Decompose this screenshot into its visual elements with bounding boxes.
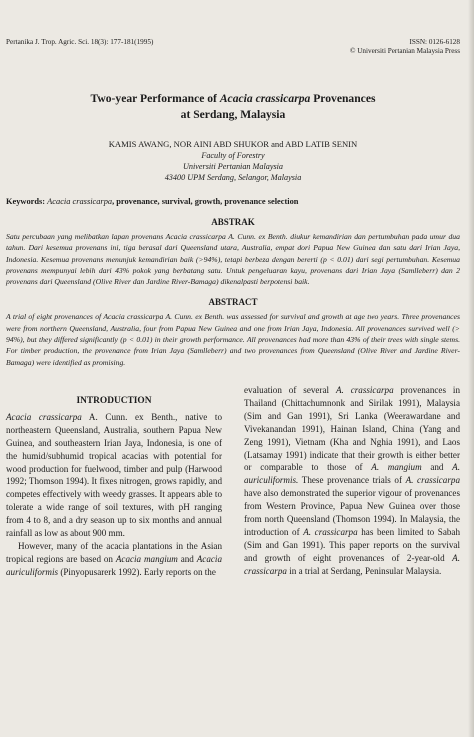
intro-paragraph-1 bbox=[6, 411, 222, 540]
university: Universiti Pertanian Malaysia bbox=[182, 162, 284, 171]
journal-citation: Pertanika J. Trop. Agric. Sci. 18(3): 177-181(1995) bbox=[6, 38, 154, 46]
intro-p2-text: However, many of the acacia plantations in the Asian tropical regions are based on bbox=[6, 540, 222, 564]
rc-s1: evaluation of several bbox=[244, 384, 336, 395]
rc-sp2: A. mangium bbox=[371, 462, 422, 473]
keywords-rest: , provenance, survival, growth, provenance selection bbox=[112, 197, 299, 206]
issn: ISSN: 0126-6128 bbox=[409, 38, 460, 46]
title-text: Two-year Performance of bbox=[90, 92, 220, 105]
abstract-text: A trial of eight provenances of Acacia crassicarpa A. Cunn. ex Benth. was assessed for survival and growth at age two years. Three provenances were from northern Queensland, Australia, four from Papua New Guinea and one from Irian Jaya, Indonesia. All provenances survived well (> 94%), but they differed significantly (p < 0.01) in their growth performance. All provenances had more than 43% of their trees with single stems. For timber production, the provenance from Irian Jaya (Samlleberr) and two provenances from Queensland (Olive River and Jardine River-Bamaga) were identified as promising. bbox=[6, 312, 460, 367]
rc-sp3: A. auriculiformis. bbox=[244, 462, 461, 486]
title-species: Acacia crassicarpa bbox=[219, 92, 311, 105]
intro-p2-species-1: Acacia mangium bbox=[115, 553, 178, 564]
title-text-end: Provenances bbox=[310, 92, 376, 105]
intro-p2-species-2: Acacia auriculiformis bbox=[6, 553, 222, 577]
abstrak-heading: ABSTRAK bbox=[211, 217, 255, 227]
copyright: © Universiti Pertanian Malaysia Press bbox=[349, 47, 460, 55]
rc-s3: and bbox=[421, 462, 453, 473]
rc-s4: These provenance trials of bbox=[298, 475, 406, 486]
scan-edge-shadow bbox=[468, 0, 474, 737]
faculty: Faculty of Forestry bbox=[201, 151, 265, 160]
rc-sp4: A. crassicarpa bbox=[405, 475, 460, 486]
body-columns bbox=[6, 384, 460, 579]
rc-s2: provenances in Thailand (Chittachumnonk and Sirilak 1991), Malaysia (Sim and Gan 1991), Sri Lanka (Weerawardane and Vivekanandan 1991), Hainan Island, China (Yang and Zeng 1991), Vietnam (Kha and Nghia 1991), and Laos (Latsamay 1991) indicate that their growth is either better or comparable to those of bbox=[244, 384, 460, 473]
abstract-heading: ABSTRACT bbox=[208, 297, 258, 308]
left-column bbox=[6, 384, 222, 579]
rc-s6: has been limited to Sabah (Sim and Gan 1991). This paper reports on the survival and growth of eight provenances of 2-year-old bbox=[244, 526, 461, 563]
introduction-heading: INTRODUCTION bbox=[76, 395, 152, 406]
rc-s7: in a trial at Serdang, Peninsular Malaysia. bbox=[286, 565, 442, 576]
intro-p1-text: A. Cunn. ex Benth., native to northeastern Queensland, Australia, southern Papua New Guinea, and southeastern Irian Jaya, Indonesia, is one of the humid/subhumid tropical acacias with potential for wood production for fuelwood, timber and pulp (Harwood 1992; Thomson 1994). It fixes nitrogen, grows rapidly, and competes effectively with weedy grasses. It appears able to tolerate a wide range of soil textures, with pH ranging from 4 to 8, and a dry season up to six months and annual rainfall as low as about 900 mm. bbox=[6, 411, 222, 539]
intro-p2-end: (Pinyopusarerk 1992). Early reports on the bbox=[58, 566, 216, 577]
address: 43400 UPM Serdang, Selangor, Malaysia bbox=[164, 173, 302, 182]
abstrak-text: Satu percubaan yang melibatkan lapan provenans Acacia crassicarpa A. Cunn. ex Benth. diukur kemandirian dan pertumbuhan pada umur dua tahun. Dari kesemua provenans ini, tiga berasal dari Queensland utara, Australia, empat dori Papua New Guinea dan satu dari Irian Jaya, Indonesia. Kesemua provenans menunjuk kemandirian baik (>94%), tetapi berbeza dengan bererti (p < 0.01) dari segi pertumbuhan. Kesemua provenans mempunyai lebih dari 43% pokok yang berbatang satu. Untuk pengeluaran kayu, provenans dari Irian Jaya (Samlleberr) dan 2 provenans dari Queensland (Olive River dan Jardine River-Bamaga) dikenalpasti berpotensi baik. bbox=[6, 232, 460, 287]
rc-sp5: A. crassicarpa bbox=[303, 526, 358, 537]
keywords-label: Keywords: bbox=[6, 197, 46, 206]
keywords bbox=[6, 196, 460, 207]
title-line2: at Serdang, Malaysia bbox=[180, 108, 286, 121]
journal-header bbox=[6, 0, 460, 56]
intro-p2-and: and bbox=[177, 553, 197, 564]
issn-block bbox=[350, 38, 460, 56]
rc-sp6: A. crassicarpa bbox=[244, 552, 460, 576]
right-column bbox=[244, 384, 460, 579]
paper-title bbox=[6, 91, 460, 123]
rc-s5: have also demonstrated the superior vigour of provenances from Western Province, Papua New Guinea over those from north Queensland (Thomson 1994). In Malaysia, the introduction of bbox=[244, 488, 460, 537]
intro-species: Acacia crassicarpa bbox=[6, 411, 82, 422]
keywords-species: Acacia crassicarpa bbox=[47, 197, 113, 206]
rc-sp1: A. crassicarpa bbox=[335, 384, 394, 395]
author-list: KAMIS AWANG, NOR AINI ABD SHUKOR and ABD LATIB SENIN bbox=[108, 139, 358, 149]
intro-paragraph-2 bbox=[6, 540, 222, 579]
right-paragraph bbox=[244, 384, 460, 578]
